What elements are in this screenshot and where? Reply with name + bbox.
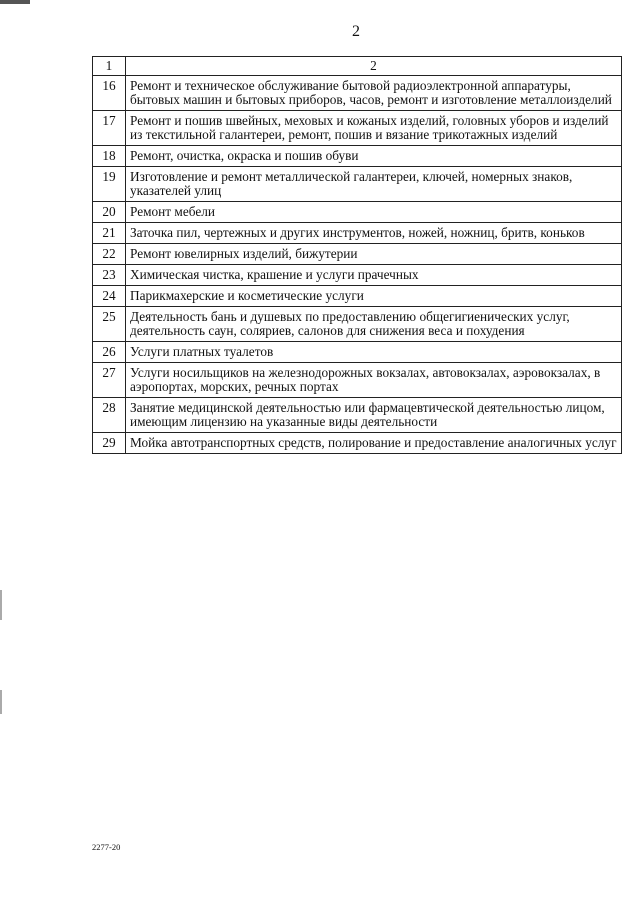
row-description-cell: Ремонт, очистка, окраска и пошив обуви [126, 146, 622, 167]
table-row [93, 146, 622, 167]
column-header-number: 1 [93, 57, 126, 76]
table-row [93, 398, 622, 433]
row-description-cell: Ремонт ювелирных изделий, бижутерии [126, 244, 622, 265]
row-number-cell: 26 [93, 342, 126, 363]
scan-artifact-mark [0, 0, 30, 4]
row-number-cell: 20 [93, 202, 126, 223]
page-number: 2 [352, 23, 360, 40]
table-row [93, 223, 622, 244]
row-description-cell: Услуги платных туалетов [126, 342, 622, 363]
row-number-cell: 16 [93, 76, 126, 111]
scan-edge-mark [0, 590, 2, 620]
table-row [93, 342, 622, 363]
table-row [93, 265, 622, 286]
scan-edge-mark [0, 690, 2, 714]
table-body [93, 76, 622, 454]
row-number-cell: 18 [93, 146, 126, 167]
row-number-cell: 21 [93, 223, 126, 244]
row-number-cell: 27 [93, 363, 126, 398]
table-row [93, 244, 622, 265]
table-row [93, 433, 622, 454]
table-header-row [93, 57, 622, 76]
column-header-description: 2 [126, 57, 622, 76]
table-row [93, 307, 622, 342]
row-description-cell: Услуги носильщиков на железнодорожных вокзалах, автовокзалах, аэровокзалах, в аэропортах, морских, речных портах [126, 363, 622, 398]
row-number-cell: 28 [93, 398, 126, 433]
row-description-cell: Заточка пил, чертежных и других инструментов, ножей, ножниц, бритв, коньков [126, 223, 622, 244]
table-row [93, 363, 622, 398]
table-row [93, 76, 622, 111]
table-row [93, 167, 622, 202]
row-description-cell: Деятельность бань и душевых по предоставлению общегигиенических услуг, деятельность саун, соляриев, салонов для снижения веса и похудения [126, 307, 622, 342]
row-description-cell: Изготовление и ремонт металлической галантереи, ключей, номерных знаков, указателей улиц [126, 167, 622, 202]
row-description-cell: Мойка автотранспортных средств, полирование и предоставление аналогичных услуг [126, 433, 622, 454]
row-description-cell: Ремонт и пошив швейных, меховых и кожаных изделий, головных уборов и изделий из текстильной галантереи, ремонт, пошив и вязание трикотажных изделий [126, 111, 622, 146]
table-row [93, 111, 622, 146]
row-number-cell: 22 [93, 244, 126, 265]
row-description-cell: Химическая чистка, крашение и услуги прачечных [126, 265, 622, 286]
services-table [92, 56, 622, 454]
row-number-cell: 25 [93, 307, 126, 342]
row-number-cell: 29 [93, 433, 126, 454]
row-description-cell: Ремонт и техническое обслуживание бытовой радиоэлектронной аппаратуры, бытовых машин и бытовых приборов, часов, ремонт и изготовление металлоизделий [126, 76, 622, 111]
row-number-cell: 23 [93, 265, 126, 286]
row-number-cell: 17 [93, 111, 126, 146]
row-description-cell: Парикмахерские и косметические услуги [126, 286, 622, 307]
row-number-cell: 19 [93, 167, 126, 202]
row-description-cell: Ремонт мебели [126, 202, 622, 223]
table-row [93, 202, 622, 223]
row-description-cell: Занятие медицинской деятельностью или фармацевтической деятельностью лицом, имеющим лицензию на указанные виды деятельности [126, 398, 622, 433]
document-code: 2277-20 [92, 842, 121, 852]
table-row [93, 286, 622, 307]
row-number-cell: 24 [93, 286, 126, 307]
